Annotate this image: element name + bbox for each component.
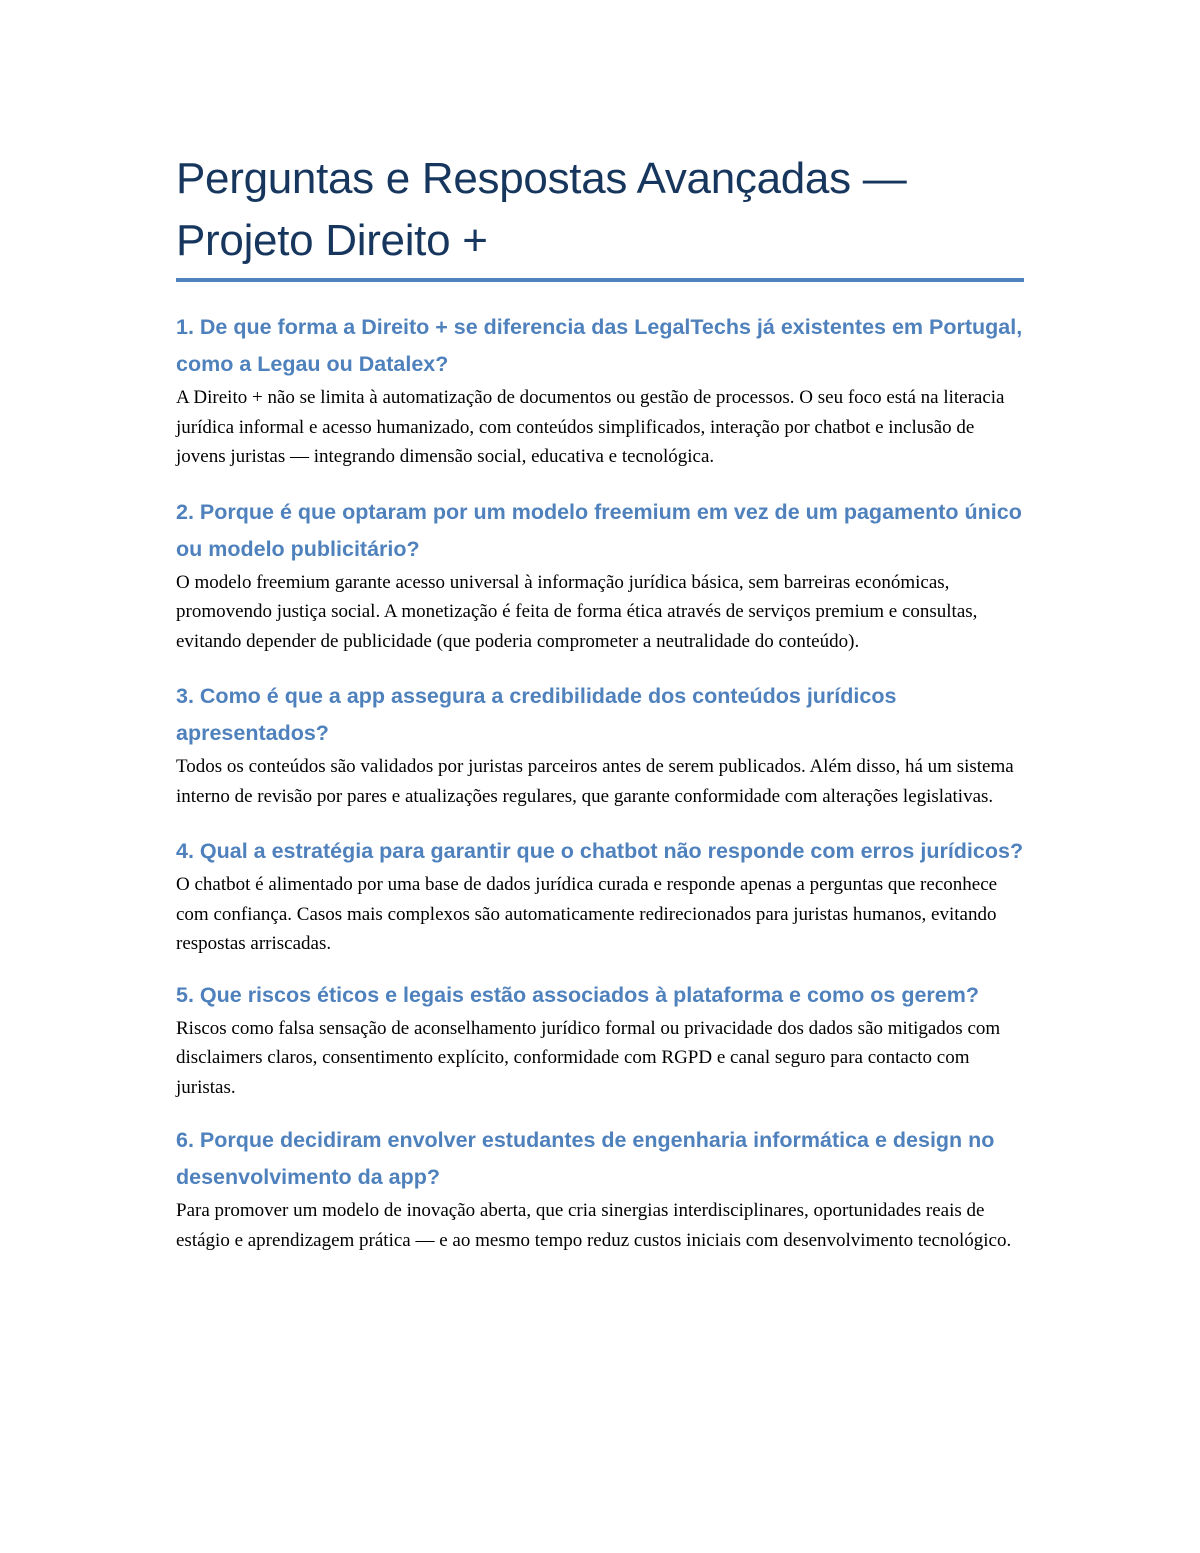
question-heading: 2. Porque é que optaram por um modelo freemium em vez de um pagamento único ou modelo publicitário? xyxy=(176,499,1022,561)
question-heading: 3. Como é que a app assegura a credibilidade dos conteúdos jurídicos apresentados? xyxy=(176,684,897,745)
question-heading: 6. Porque decidiram envolver estudantes de engenharia informática e design no desenvolvimento da app? xyxy=(176,1128,995,1189)
qa-section xyxy=(176,309,1024,472)
question-heading: 1. De que forma a Direito + se diferencia das LegalTechs já existentes em Portugal, como a Legau ou Datalex? xyxy=(176,315,1023,376)
answer-paragraph: Riscos como falsa sensação de aconselhamento jurídico formal ou privacidade dos dados são mitigados com disclaimers claros, consentimento explícito, conformidade com RGPD e canal seguro para contacto com juristas. xyxy=(176,1017,1001,1098)
qa-section xyxy=(176,977,1024,1103)
qa-section xyxy=(176,678,1024,811)
qa-section xyxy=(176,833,1024,959)
qa-section xyxy=(176,1122,1024,1255)
page-title: Perguntas e Respostas Avançadas — Projeto Direito + xyxy=(176,154,907,265)
answer-paragraph: A Direito + não se limita à automatização de documentos ou gestão de processos. O seu foco está na literacia jurídica informal e acesso humanizado, com conteúdos simplificados, interação por chatbot e inclusão de jovens juristas — integrando dimensão social, educativa e tecnológica. xyxy=(176,387,1005,467)
answer-paragraph: O modelo freemium garante acesso universal à informação jurídica básica, sem barreiras económicas, promovendo justiça social. A monetização é feita de forma ética através de serviços premium e consultas, evitando depender de publicidade (que poderia comprometer a neutralidade do conteúdo). xyxy=(176,571,978,652)
qa-section xyxy=(176,494,1024,657)
title-underline xyxy=(176,278,1024,282)
answer-paragraph: Todos os conteúdos são validados por juristas parceiros antes de serem publicados. Além disso, há um sistema interno de revisão por pares e atualizações regulares, que garante conformidade com alterações legislativas. xyxy=(176,756,1014,807)
question-heading: 5. Que riscos éticos e legais estão associados à plataforma e como os gerem? xyxy=(176,982,979,1007)
document-page xyxy=(176,148,1024,1255)
answer-paragraph: Para promover um modelo de inovação aberta, que cria sinergias interdisciplinares, oportunidades reais de estágio e aprendizagem prática — e ao mesmo tempo reduz custos iniciais com desenvolvimento tecnológico. xyxy=(176,1200,1012,1251)
answer-paragraph: O chatbot é alimentado por uma base de dados jurídica curada e responde apenas a perguntas que reconhece com confiança. Casos mais complexos são automaticamente redirecionados para juristas humanos, evitando respostas arriscadas. xyxy=(176,874,998,954)
question-heading: 4. Qual a estratégia para garantir que o chatbot não responde com erros jurídicos? xyxy=(176,839,1024,863)
